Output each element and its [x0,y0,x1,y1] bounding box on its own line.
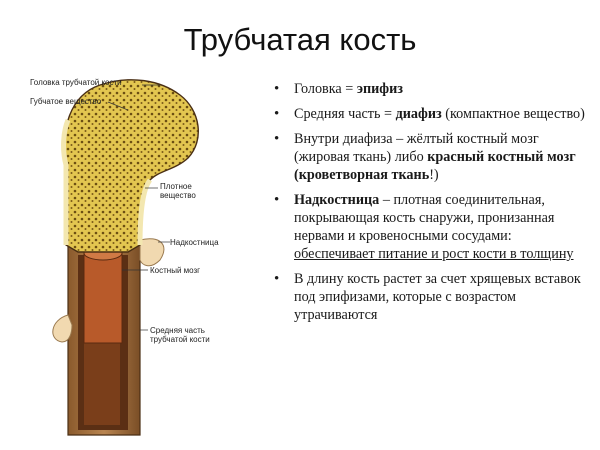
bullet-text: Средняя часть = [294,106,396,122]
bullet-bold: эпифиз [356,81,403,97]
bone-drawing [10,70,260,445]
label-periosteum: Надкостница [170,238,219,247]
label-diaphysis-line1: Средняя часть [150,326,205,335]
bullet-diaphysis [268,105,590,123]
label-spongy-substance: Губчатое вещество [30,97,102,106]
bullet-growth [268,270,590,324]
bullet-bold: красный костный мозг (кроветворная ткань [294,149,576,183]
bullet-text: !) [429,167,439,183]
tubular-bone-illustration [10,70,260,445]
label-diaphysis [150,326,210,344]
bullet-text: Внутри диафиза – жёлтый костный мозг (жировая ткань) либо [294,131,539,165]
label-compact-line1: Плотное [160,182,192,191]
label-bone-marrow: Костный мозг [150,266,201,275]
bone-marrow [84,253,122,343]
bullet-epiphysis [268,80,590,98]
bullet-periosteum [268,191,590,263]
periosteum-flap-right [140,239,164,266]
periosteum-flap-left [53,315,72,342]
slide-title: Трубчатая кость [183,22,417,57]
label-compact-line2: вещество [160,191,196,200]
bullet-text: В длину кость растет за счет хрящевых вставок под эпифизами, которые с возрастом утрачиваются [294,271,581,323]
bullet-list [268,80,590,331]
label-compact-substance [160,182,196,200]
bullet-underlined: обеспечивает питание и рост кости в толщину [294,246,574,262]
bullet-text: – плотная соединительная, покрывающая кость снаружи, пронизанная нервами и кровеносными сосудами: [294,192,555,244]
label-diaphysis-line2: трубчатой кости [150,335,210,344]
label-epiphysis-head: Головка трубчатой кости [30,78,122,87]
bullet-bold: диафиз [395,106,442,122]
bullet-bold: Надкостница [294,192,380,208]
bullet-text: Головка = [294,81,357,97]
bullet-marrow [268,130,590,184]
bullet-text: (компактное вещество) [441,106,585,122]
